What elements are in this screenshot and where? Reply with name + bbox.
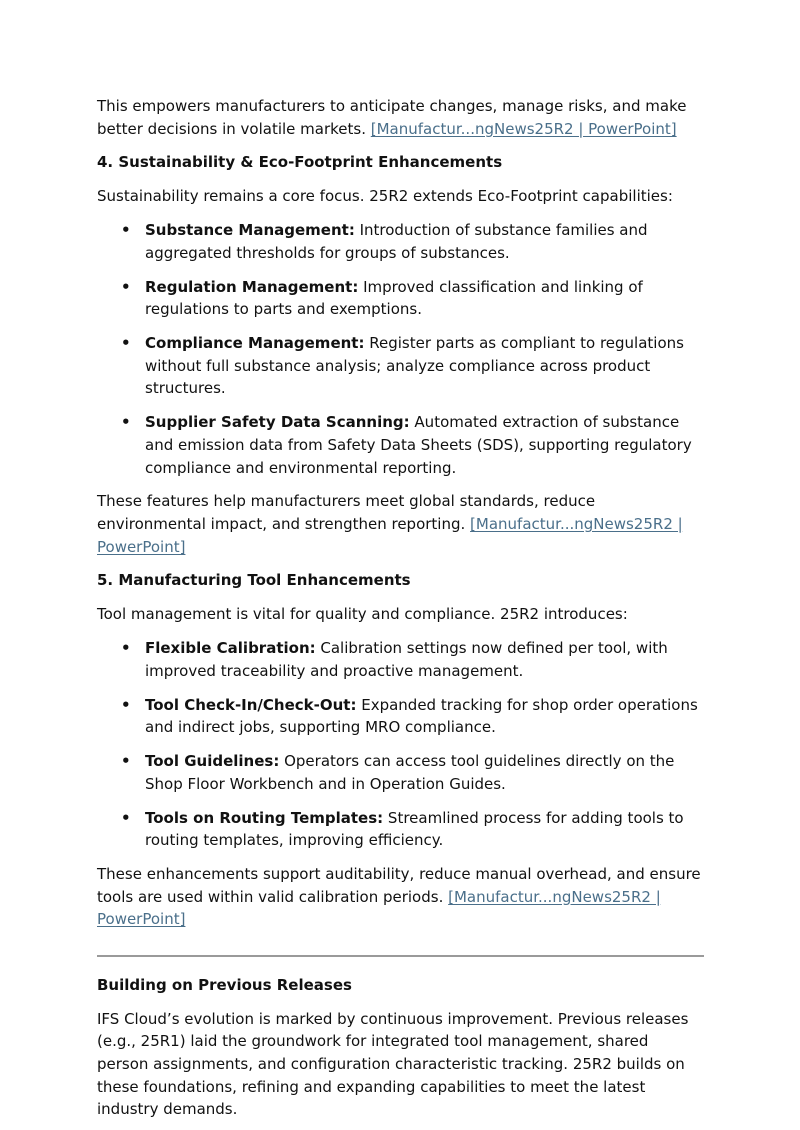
bullet-icon: •: [121, 695, 131, 714]
section-5-heading: 5. Manufacturing Tool Enhancements: [97, 571, 411, 590]
section-divider: [97, 955, 704, 957]
list-item-text: Introduction of substance families and aggregated thresholds for groups of substances.: [145, 221, 648, 262]
section-5-closing-text: These enhancements support auditability, reduce manual overhead, and ensure tools are used within valid calibration periods.: [97, 865, 701, 906]
list-item-term: Tools on Routing Templates:: [145, 808, 384, 827]
list-item-text: Improved classification and linking of regulations to parts and exemptions.: [145, 277, 643, 319]
bullet-icon: •: [121, 752, 131, 771]
bullet-icon: •: [121, 808, 131, 827]
list-item-text: Expanded tracking for shop order operations and indirect jobs, supporting MRO compliance.: [145, 695, 698, 737]
section-5-list: [97, 637, 704, 852]
list-item: [97, 276, 704, 321]
list-item-term: Tool Check-In/Check-Out:: [145, 695, 357, 714]
list-item: [97, 750, 704, 795]
previous-releases-heading: Building on Previous Releases: [97, 975, 352, 994]
list-item: [97, 332, 704, 400]
list-item-text: Streamlined process for adding tools to routing templates, improving efficiency.: [145, 808, 684, 850]
list-item-text: Calibration settings now defined per tool, with improved traceability and proactive management.: [145, 639, 668, 680]
bullet-icon: •: [121, 639, 131, 658]
list-item-term: Tool Guidelines:: [145, 752, 280, 771]
list-item-term: Supplier Safety Data Scanning:: [145, 413, 410, 432]
bullet-icon: •: [121, 334, 131, 353]
list-item: [97, 219, 704, 264]
bullet-icon: •: [121, 413, 131, 432]
list-item-term: Flexible Calibration:: [145, 639, 316, 658]
list-item: [97, 807, 704, 852]
section-4-closing: [97, 490, 704, 558]
list-item: [97, 694, 704, 739]
list-item-term: Compliance Management:: [145, 334, 365, 353]
intro-source-link[interactable]: [Manufactur...ngNews25R2 | PowerPoint]: [370, 119, 677, 138]
list-item-text: Register parts as compliant to regulations without full substance analysis; analyze compliance across product structures.: [145, 334, 684, 398]
list-item-text: Automated extraction of substance and emission data from Safety Data Sheets (SDS), supporting regulatory compliance and environmental reporting.: [145, 413, 692, 477]
section-5-source-link[interactable]: [Manufactur...ngNews25R2 | PowerPoint]: [97, 887, 661, 929]
bullet-icon: •: [121, 277, 131, 296]
previous-releases-paragraph: IFS Cloud’s evolution is marked by continuous improvement. Previous releases (e.g., 25R1) laid the groundwork for integrated tool management, shared person assignments, and configuration characteristic tracking. 25R2 builds on these foundations, refining and expanding capabilities to meet the latest industry demands.: [97, 1009, 689, 1119]
list-item: [97, 411, 704, 479]
intro-text: This empowers manufacturers to anticipate changes, manage risks, and make better decisions in volatile markets.: [97, 97, 687, 138]
section-4-lead: Sustainability remains a core focus. 25R2 extends Eco-Footprint capabilities:: [97, 187, 673, 206]
section-5-closing: [97, 863, 704, 931]
section-4-source-link[interactable]: [Manufactur...ngNews25R2 | PowerPoint]: [97, 514, 683, 556]
section-4-heading: 4. Sustainability & Eco-Footprint Enhancements: [97, 153, 503, 172]
list-item: [97, 637, 704, 682]
intro-paragraph: [97, 95, 704, 140]
section-4-list: [97, 219, 704, 479]
bullet-icon: •: [121, 221, 131, 240]
list-item-term: Substance Management:: [145, 221, 355, 240]
section-4-closing-text: These features help manufacturers meet global standards, reduce environmental impact, and strengthen reporting.: [97, 492, 596, 533]
list-item-text: Operators can access tool guidelines directly on the Shop Floor Workbench and in Operation Guides.: [145, 752, 675, 793]
section-5-lead: Tool management is vital for quality and compliance. 25R2 introduces:: [97, 605, 628, 624]
list-item-term: Regulation Management:: [145, 277, 359, 296]
